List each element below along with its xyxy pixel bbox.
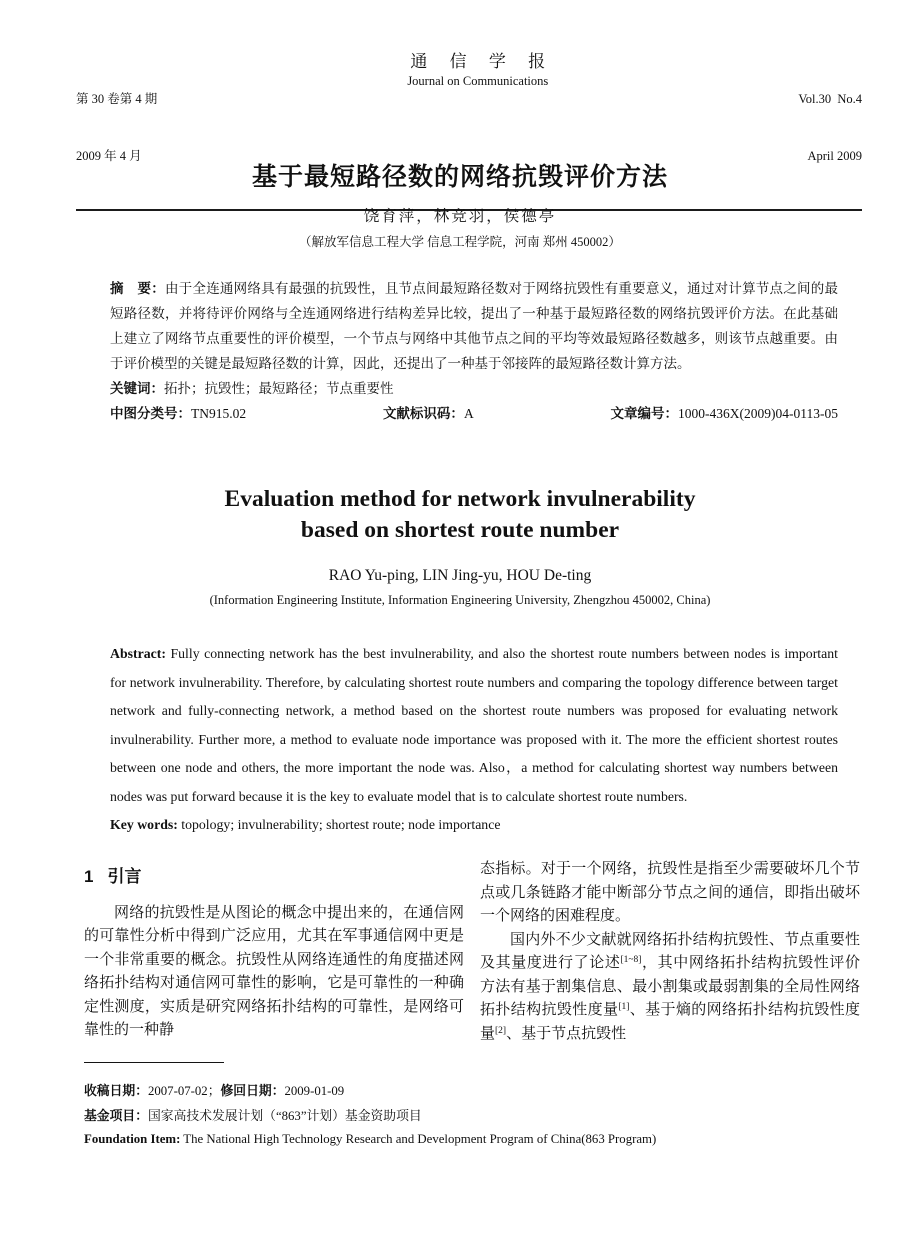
doc-code-item xyxy=(383,401,474,426)
para2-text: ，其中网络拓扑结构抗毁性评价方法有基于割集信息、最小割集或最弱割集的全局性网络拓扑结构抗毁性度量 xyxy=(480,955,860,1018)
keywords-text-cn: 拓扑；抗毁性；最短路径；节点重要性 xyxy=(164,381,394,396)
foundation-line-cn xyxy=(84,1104,864,1129)
doc-code-value: A xyxy=(463,406,474,421)
affiliation-cn: （解放军信息工程大学 信息工程学院，河南 郑州 450002） xyxy=(299,235,621,249)
para2-text: 、基于节点抗毁性 xyxy=(506,1025,627,1042)
revised-date: 2009-01-09 xyxy=(284,1084,345,1098)
left-column xyxy=(84,858,464,1046)
article-title-cn: 基于最短路径数的网络抗毁评价方法 xyxy=(251,163,668,191)
intro-paragraph-2 xyxy=(480,929,860,1047)
abstract-text-cn: 由于全连通网络具有最强的抗毁性，且节点间最短路径数对于网络抗毁性有重要意义，通过对计算节点之间的最短路径数，并将待评价网络与全连通网络进行结构差异比较，提出了一种基于最短路径数的网络抗毁评价方法。在此基础上建立了网络节点重要性的评价模型，一个节点与网络中其他节点之间的平均等效最短路径数越多，则该节点越重要。由于评价模型的关键是最短路径数的计算，因此，还提出了一种基于邻接阵的最短路径数计算方法。 xyxy=(110,281,839,371)
clc-item xyxy=(110,401,246,426)
title-en-line1: Evaluation method for network invulnerability xyxy=(224,486,696,512)
citation-ref-1: [1] xyxy=(618,1002,630,1012)
article-title-en xyxy=(0,484,920,546)
doc-code-label: 文献标识码： xyxy=(382,406,464,421)
authors-cn: 饶育萍，林竞羽，侯德亭 xyxy=(363,208,557,225)
foundation-line-en xyxy=(84,1128,864,1152)
foundation-label-en: Foundation Item: xyxy=(84,1132,181,1146)
body-columns xyxy=(84,858,860,1046)
volume-issue-en: Vol.30 No.4 xyxy=(798,92,862,106)
para2-text: 国内外不少文献就网络拓扑结构抗毁性、节点重要性及其量度进行了论述 xyxy=(480,931,860,971)
received-date: 2007-07-02； xyxy=(147,1084,221,1098)
issue-date-cn: 2009 年 4 月 xyxy=(76,149,142,163)
abstract-block-cn xyxy=(110,276,838,426)
section-1-number: 1 xyxy=(84,867,94,886)
authors-en: RAO Yu-ping, LIN Jing-yu, HOU De-ting xyxy=(328,567,592,584)
citation-ref-2: [2] xyxy=(495,1025,507,1036)
abstract-text-en: Fully connecting network has the best invulnerability, and also the shortest route numbers between nodes is important for network invulnerability. Therefore, by calculating shortest route numbers and comparing the topology difference between target network and fully-connecting network, a method based on the shortest route numbers was proposed for evaluating network invulnerability. Further more, a method to evaluate node importance was proposed with it. The more the efficient shortest routes between one node and others, the more important the node was. Also，a method for calculating shortest way numbers between nodes was put forward because it is the key to evaluate model that is to calculate shortest route numbers. xyxy=(110,646,838,804)
section-1-title: 引言 xyxy=(107,867,142,886)
abstract-label-en: Abstract: xyxy=(110,646,166,661)
right-column xyxy=(480,858,860,1046)
journal-name-block xyxy=(401,52,554,91)
title-en-line2: based on shortest route number xyxy=(300,517,620,543)
article-id-item xyxy=(611,401,838,426)
footnote-divider xyxy=(84,1062,224,1063)
classification-row xyxy=(110,401,838,426)
foundation-text-cn: 国家高技术发展计划（“863”计划）基金资助项目 xyxy=(147,1108,422,1123)
keywords-line-en xyxy=(110,811,838,840)
abstract-label-cn: 摘 要： xyxy=(110,281,165,296)
citation-ref-1-8: [1~8] xyxy=(620,955,642,965)
intro-paragraph-1-continued: 态指标。对于一个网络，抗毁性是指至少需要破坏几个节点或几条链路才能中断部分节点之间的通信，即指出破坏一个网络的困难程度。 xyxy=(480,861,860,924)
affiliation-en: (Information Engineering Institute, Information Engineering University, Zhengzhou 450002, China) xyxy=(209,593,711,607)
section-1-heading xyxy=(84,865,464,889)
journal-name-cn: 通 信 学 报 xyxy=(410,52,555,71)
volume-issue-cn: 第 30 卷第 4 期 xyxy=(76,92,158,106)
article-id-label: 文章编号： xyxy=(610,406,678,421)
foundation-text-en: The National High Technology Research and Development Program of China(863 Program) xyxy=(180,1132,657,1146)
footnote-block xyxy=(84,1079,864,1152)
journal-name-en: Journal on Communications xyxy=(407,74,549,88)
dates-line xyxy=(84,1079,864,1104)
keywords-text-en: topology; invulnerability; shortest route; node importance xyxy=(177,817,501,832)
revised-label: 修回日期： xyxy=(220,1083,285,1098)
clc-label: 中图分类号： xyxy=(110,406,191,421)
foundation-label-cn: 基金项目： xyxy=(84,1107,148,1123)
intro-paragraph-1: 网络的抗毁性是从图论的概念中提出来的，在通信网的可靠性分析中得到广泛应用，尤其在军事通信网中更是一个非常重要的概念。抗毁性从网络连通性的角度描述网络拓扑结构对通信网可靠性的影响，它是可靠性的一种确定性测度，实质是研究网络拓扑结构的可靠性，是网络可靠性的一种静 xyxy=(84,904,464,1038)
issue-date-en: April 2009 xyxy=(807,149,862,163)
para2-text: 、基于熵的网络拓扑结构抗毁性度量 xyxy=(480,1002,860,1042)
abstract-block-en xyxy=(110,640,838,840)
keywords-label-en: Key words: xyxy=(110,817,178,832)
abstract-paragraph-en xyxy=(110,640,838,811)
received-label: 收稿日期： xyxy=(84,1083,148,1098)
article-id-value: 1000-436X(2009)04-0113-05 xyxy=(678,406,838,421)
keywords-label-cn: 关键词： xyxy=(110,381,164,396)
abstract-paragraph-cn xyxy=(110,276,838,376)
keywords-line-cn xyxy=(110,376,838,401)
clc-value: TN915.02 xyxy=(191,406,247,421)
